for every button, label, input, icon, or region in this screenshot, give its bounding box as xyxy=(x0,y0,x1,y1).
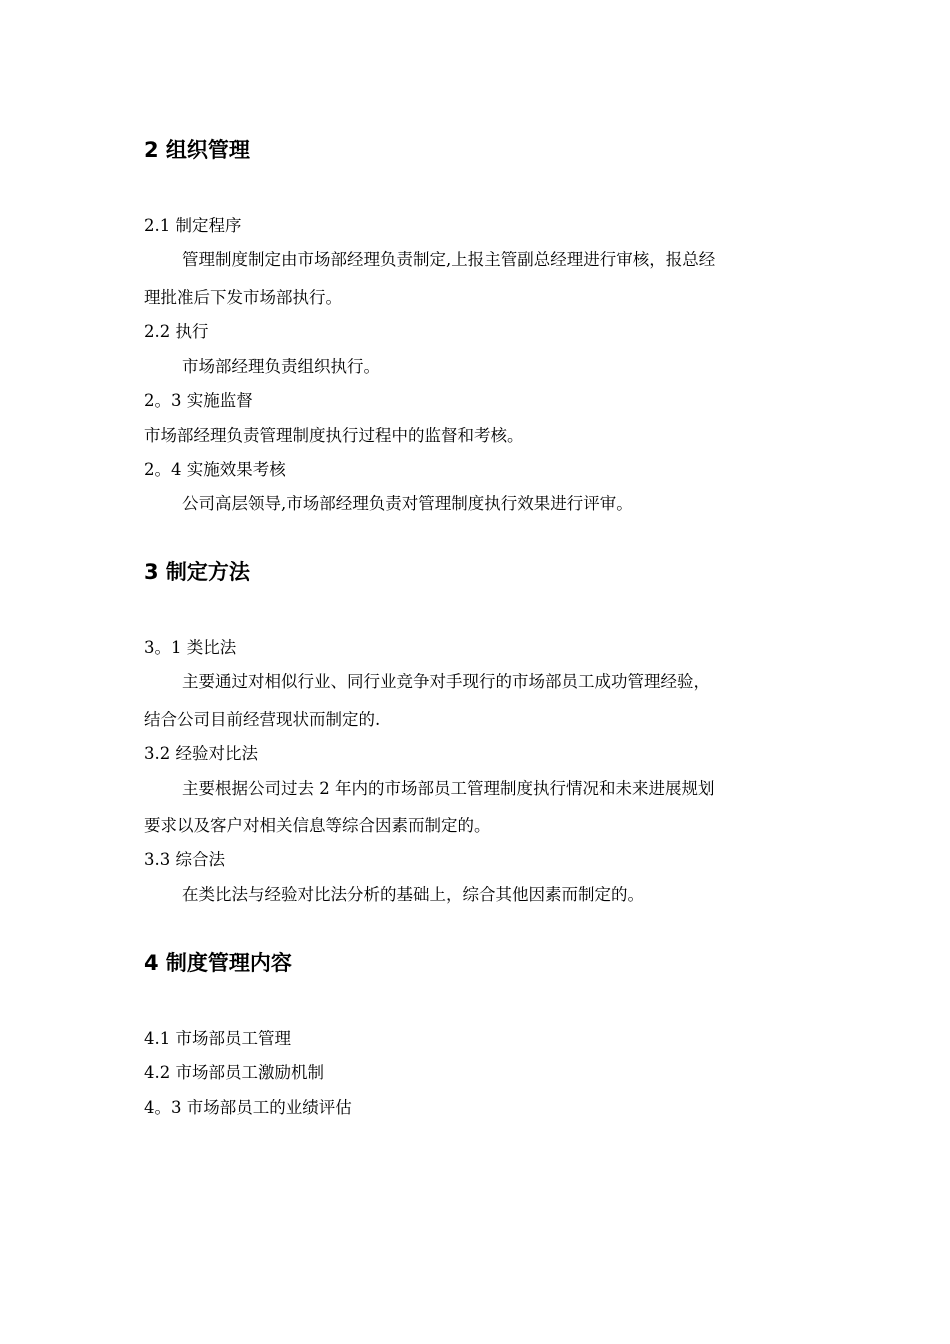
paragraph-line: 理批准后下发市场部执行。 xyxy=(144,288,342,307)
paragraph-line: 要求以及客户对相关信息等综合因素而制定的。 xyxy=(144,816,491,835)
paragraph-line: 管理制度制定由市场部经理负责制定,上报主管副总经理进行审核，报总经 xyxy=(182,250,716,269)
subsection-title: 3.3 综合法 xyxy=(144,850,225,869)
section-heading: 3 制定方法 xyxy=(144,560,250,584)
paragraph-line: 市场部经理负责组织执行。 xyxy=(182,357,380,376)
subsection-title: 2.1 制定程序 xyxy=(144,216,242,235)
subsection-title: 3。1 类比法 xyxy=(144,638,237,657)
paragraph-line: 市场部经理负责管理制度执行过程中的监督和考核。 xyxy=(144,426,524,445)
paragraph-line: 主要通过对相似行业、同行业竞争对手现行的市场部员工成功管理经验， xyxy=(182,672,710,691)
subsection-title: 2。3 实施监督 xyxy=(144,391,253,410)
paragraph-line: 在类比法与经验对比法分析的基础上，综合其他因素而制定的。 xyxy=(182,885,644,904)
paragraph-line: 公司高层领导,市场部经理负责对管理制度执行效果进行评审。 xyxy=(182,494,633,513)
subsection-title: 2.2 执行 xyxy=(144,322,209,341)
paragraph-line: 主要根据公司过去 2 年内的市场部员工管理制度执行情况和未来进展规划 xyxy=(182,779,715,798)
subsection-title: 4.2 市场部员工激励机制 xyxy=(144,1063,324,1082)
paragraph-line: 结合公司目前经营现状而制定的. xyxy=(144,710,381,729)
subsection-title: 4.1 市场部员工管理 xyxy=(144,1029,291,1048)
section-heading: 4 制度管理内容 xyxy=(144,951,292,975)
section-heading: 2 组织管理 xyxy=(144,138,250,162)
subsection-title: 4。3 市场部员工的业绩评估 xyxy=(144,1098,352,1117)
subsection-title: 3.2 经验对比法 xyxy=(144,744,258,763)
subsection-title: 2。4 实施效果考核 xyxy=(144,460,286,479)
